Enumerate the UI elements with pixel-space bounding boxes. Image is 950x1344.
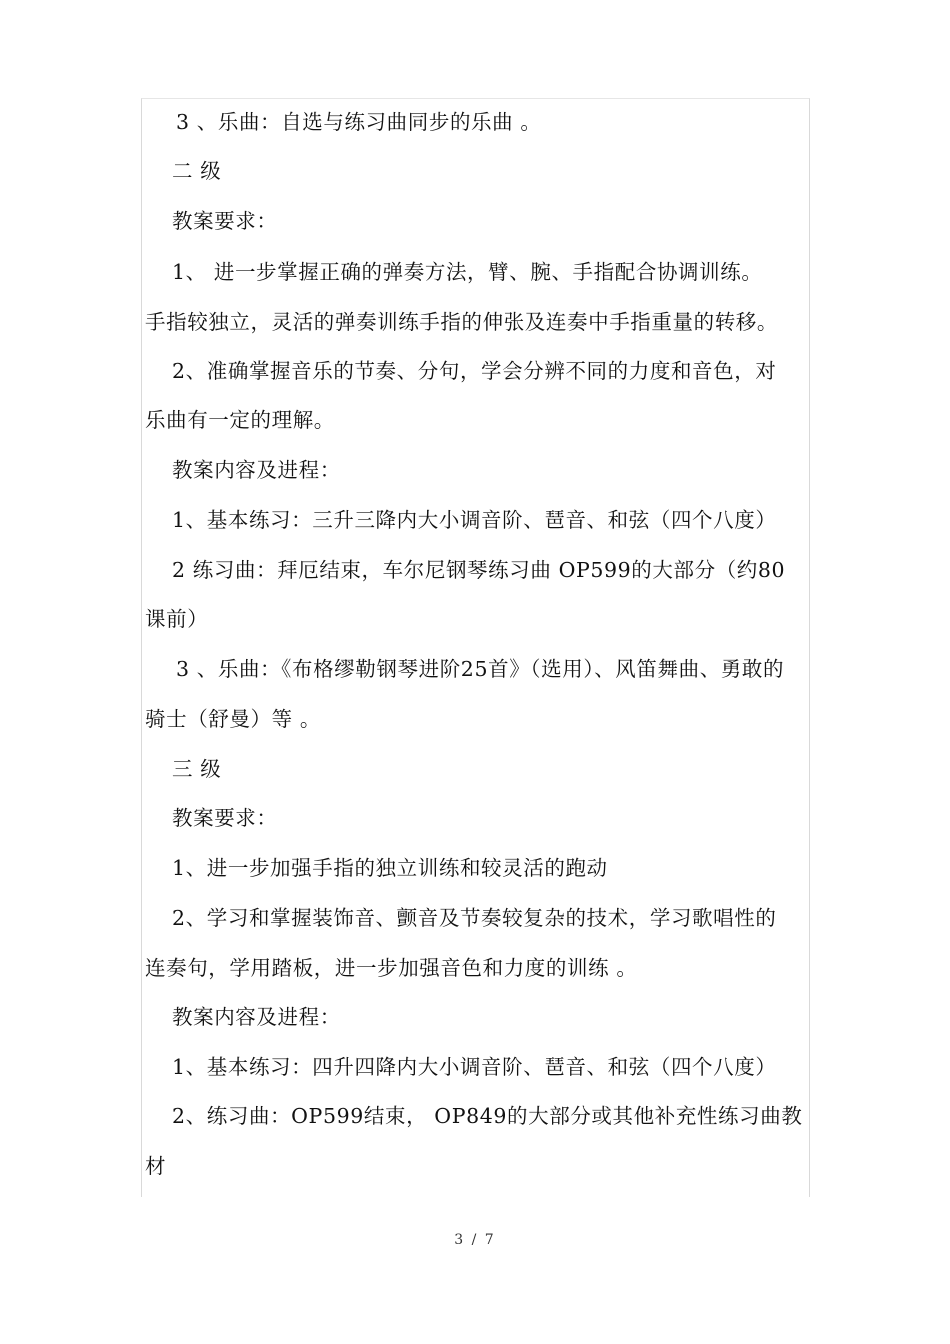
text-line: 1、基本练习：四升四降内大小调音阶、琶音、和弦（四个八度） — [172, 1055, 777, 1079]
text-line: 材 — [145, 1154, 167, 1178]
text-line: 手指较独立，灵活的弹奏训练手指的伸张及连奏中手指重量的转移。 — [145, 310, 778, 334]
text-line: 3 、乐曲：自选与练习曲同步的乐曲 。 — [176, 110, 542, 134]
text-line: 2、练习曲：OP599结束， OP849的大部分或其他补充性练习曲教 — [172, 1104, 803, 1128]
text-line: 2 练习曲：拜厄结束，车尔尼钢琴练习曲 OP599的大部分（约80 — [172, 558, 786, 582]
text-line: 乐曲有一定的理解。 — [145, 408, 335, 432]
text-line: 1、进一步加强手指的独立训练和较灵活的跑动 — [172, 856, 608, 880]
text-line: 骑士（舒曼）等 。 — [145, 707, 321, 731]
text-line: 3 、乐曲：《布格缪勒钢琴进阶25首》（选用）、风笛舞曲、勇敢的 — [176, 657, 785, 681]
subsection-heading: 教案内容及进程： — [172, 458, 341, 482]
text-line: 课前） — [145, 607, 209, 631]
subsection-heading: 教案内容及进程： — [172, 1005, 341, 1029]
section-heading: 二 级 — [172, 159, 222, 183]
text-line: 1、 进一步掌握正确的弹奏方法，臂、腕、手指配合协调训练。 — [172, 260, 763, 284]
text-line: 1、基本练习：三升三降内大小调音阶、琶音、和弦（四个八度） — [172, 508, 777, 532]
subsection-heading: 教案要求： — [172, 806, 278, 830]
text-line: 连奏句，学用踏板，进一步加强音色和力度的训练 。 — [145, 956, 638, 980]
text-line: 2、准确掌握音乐的节奏、分句，学会分辨不同的力度和音色，对 — [172, 359, 777, 383]
text-line: 2、学习和掌握装饰音、颤音及节奏较复杂的技术，学习歌唱性的 — [172, 906, 777, 930]
page-number: 3 / 7 — [454, 1232, 496, 1248]
subsection-heading: 教案要求： — [172, 209, 278, 233]
section-heading: 三 级 — [172, 757, 222, 781]
